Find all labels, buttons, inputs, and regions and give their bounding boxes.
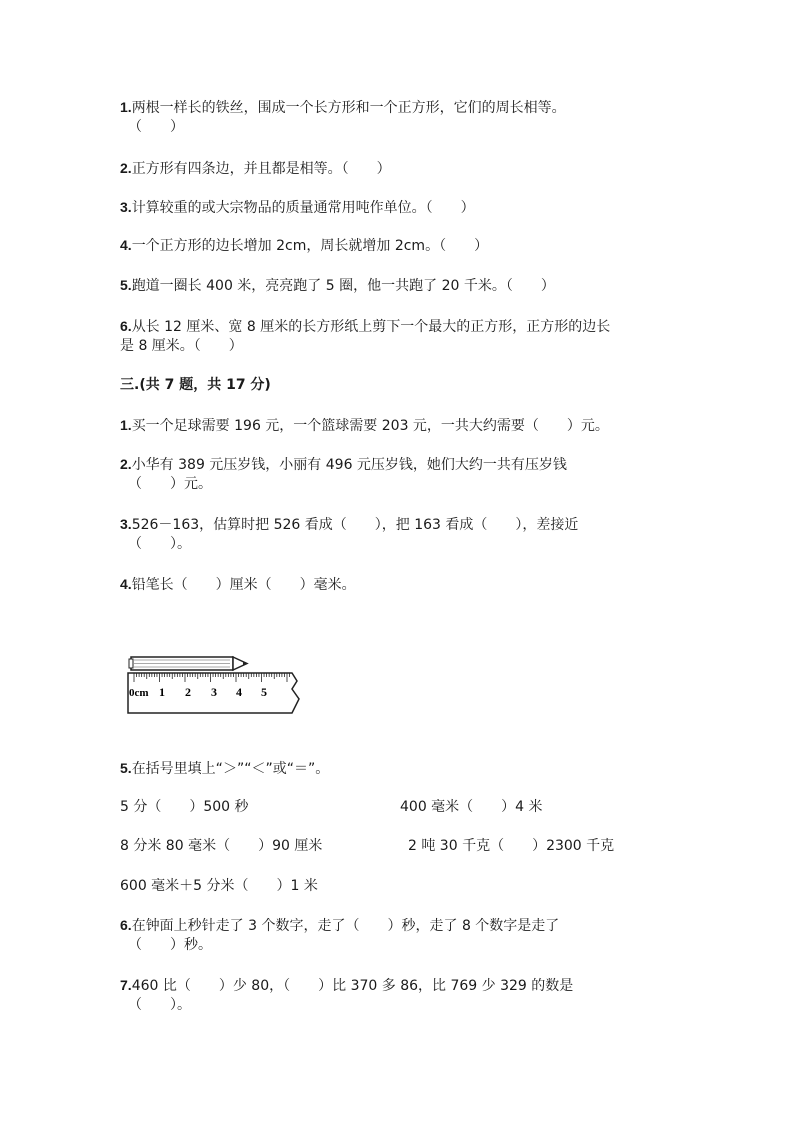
question-text: 计算较重的或大宗物品的质量通常用吨作单位。（ ） (131, 200, 475, 216)
compare-item[interactable]: 8 分米 80 毫米（ ）90 厘米 (120, 838, 323, 854)
judge-question-3 (120, 197, 475, 218)
question-number: 4. (120, 237, 132, 253)
judge-answer-1[interactable]: （ ） (128, 119, 184, 135)
question-text: 铅笔长（ ）厘米（ ）毫米。 (131, 577, 356, 593)
question-text: 460 比（ ）少 80，（ ）比 370 多 86，比 769 少 329 的数是 (131, 978, 574, 994)
question-text: 从长 12 厘米、宽 8 厘米的长方形纸上剪下一个最大的正方形，正方形的边长 (131, 319, 611, 335)
section-heading: 三.(共 7 题，共 17 分) (120, 377, 271, 393)
fill-answer-6[interactable]: （ ）秒。 (128, 937, 212, 953)
fill-answer-3[interactable]: （ ）。 (128, 536, 191, 552)
question-text: 正方形有四条边，并且都是相等。（ ） (131, 161, 391, 177)
pencil-icon (129, 657, 247, 670)
ruler-tick-label: 1 (159, 685, 165, 699)
fill-question-1 (120, 415, 609, 436)
judge-question-6 (120, 316, 610, 337)
question-text: 在括号里填上“＞”“＜”或“＝”。 (131, 761, 330, 777)
compare-item[interactable]: 5 分（ ）500 秒 (120, 799, 249, 815)
judge-question-4 (120, 235, 488, 256)
question-text: 小华有 389 元压岁钱，小丽有 496 元压岁钱，她们大约一共有压岁钱 (131, 457, 567, 473)
question-number: 5. (120, 760, 132, 776)
ruler-tick-label: 3 (211, 685, 217, 699)
question-text: 在钟面上秒针走了 3 个数字，走了（ ）秒，走了 8 个数字是走了 (131, 918, 560, 934)
judge-question-1 (120, 97, 566, 118)
fill-answer-2[interactable]: （ ）元。 (128, 476, 212, 492)
question-number: 5. (120, 277, 132, 293)
ruler-unit-label: 0cm (129, 687, 149, 699)
question-number: 2. (120, 160, 132, 176)
question-number: 1. (120, 417, 132, 433)
question-number: 1. (120, 99, 132, 115)
question-number: 3. (120, 516, 132, 532)
fill-question-3 (120, 514, 578, 535)
question-text: 跑道一圈长 400 米，亮亮跑了 5 圈，他一共跑了 20 千米。（ ） (131, 278, 555, 294)
ruler-tick-label: 2 (185, 685, 191, 699)
judge-question-5 (120, 275, 555, 296)
judge-question-2 (120, 158, 391, 179)
fill-question-5 (120, 758, 329, 779)
question-text: 一个正方形的边长增加 2cm，周长就增加 2cm。（ ） (131, 238, 489, 254)
ruler-tick-label: 4 (236, 685, 242, 699)
compare-item[interactable]: 400 毫米（ ）4 米 (400, 799, 543, 815)
compare-item[interactable]: 2 吨 30 千克（ ）2300 千克 (408, 838, 615, 854)
fill-question-4 (120, 574, 356, 595)
question-number: 6. (120, 917, 132, 933)
question-number: 6. (120, 318, 132, 334)
fill-question-7 (120, 975, 573, 996)
question-number: 4. (120, 576, 132, 592)
fill-question-6 (120, 915, 559, 936)
question-text: 买一个足球需要 196 元，一个篮球需要 203 元，一共大约需要（ ）元。 (131, 418, 609, 434)
question-number: 3. (120, 199, 132, 215)
question-number: 7. (120, 977, 132, 993)
compare-item[interactable]: 600 毫米＋5 分米（ ）1 米 (120, 878, 318, 894)
fill-question-2 (120, 454, 567, 475)
judge-answer-6[interactable]: 是 8 厘米。（ ） (120, 338, 243, 354)
question-text: 两根一样长的铁丝，围成一个长方形和一个正方形，它们的周长相等。 (131, 100, 566, 116)
question-text: 526－163，估算时把 526 看成（ ），把 163 看成（ ），差接近 (131, 517, 579, 533)
ruler-tick-label: 5 (261, 685, 267, 699)
ruler-pencil-figure (126, 655, 302, 717)
fill-answer-7[interactable]: （ ）。 (128, 997, 191, 1013)
question-number: 2. (120, 456, 132, 472)
